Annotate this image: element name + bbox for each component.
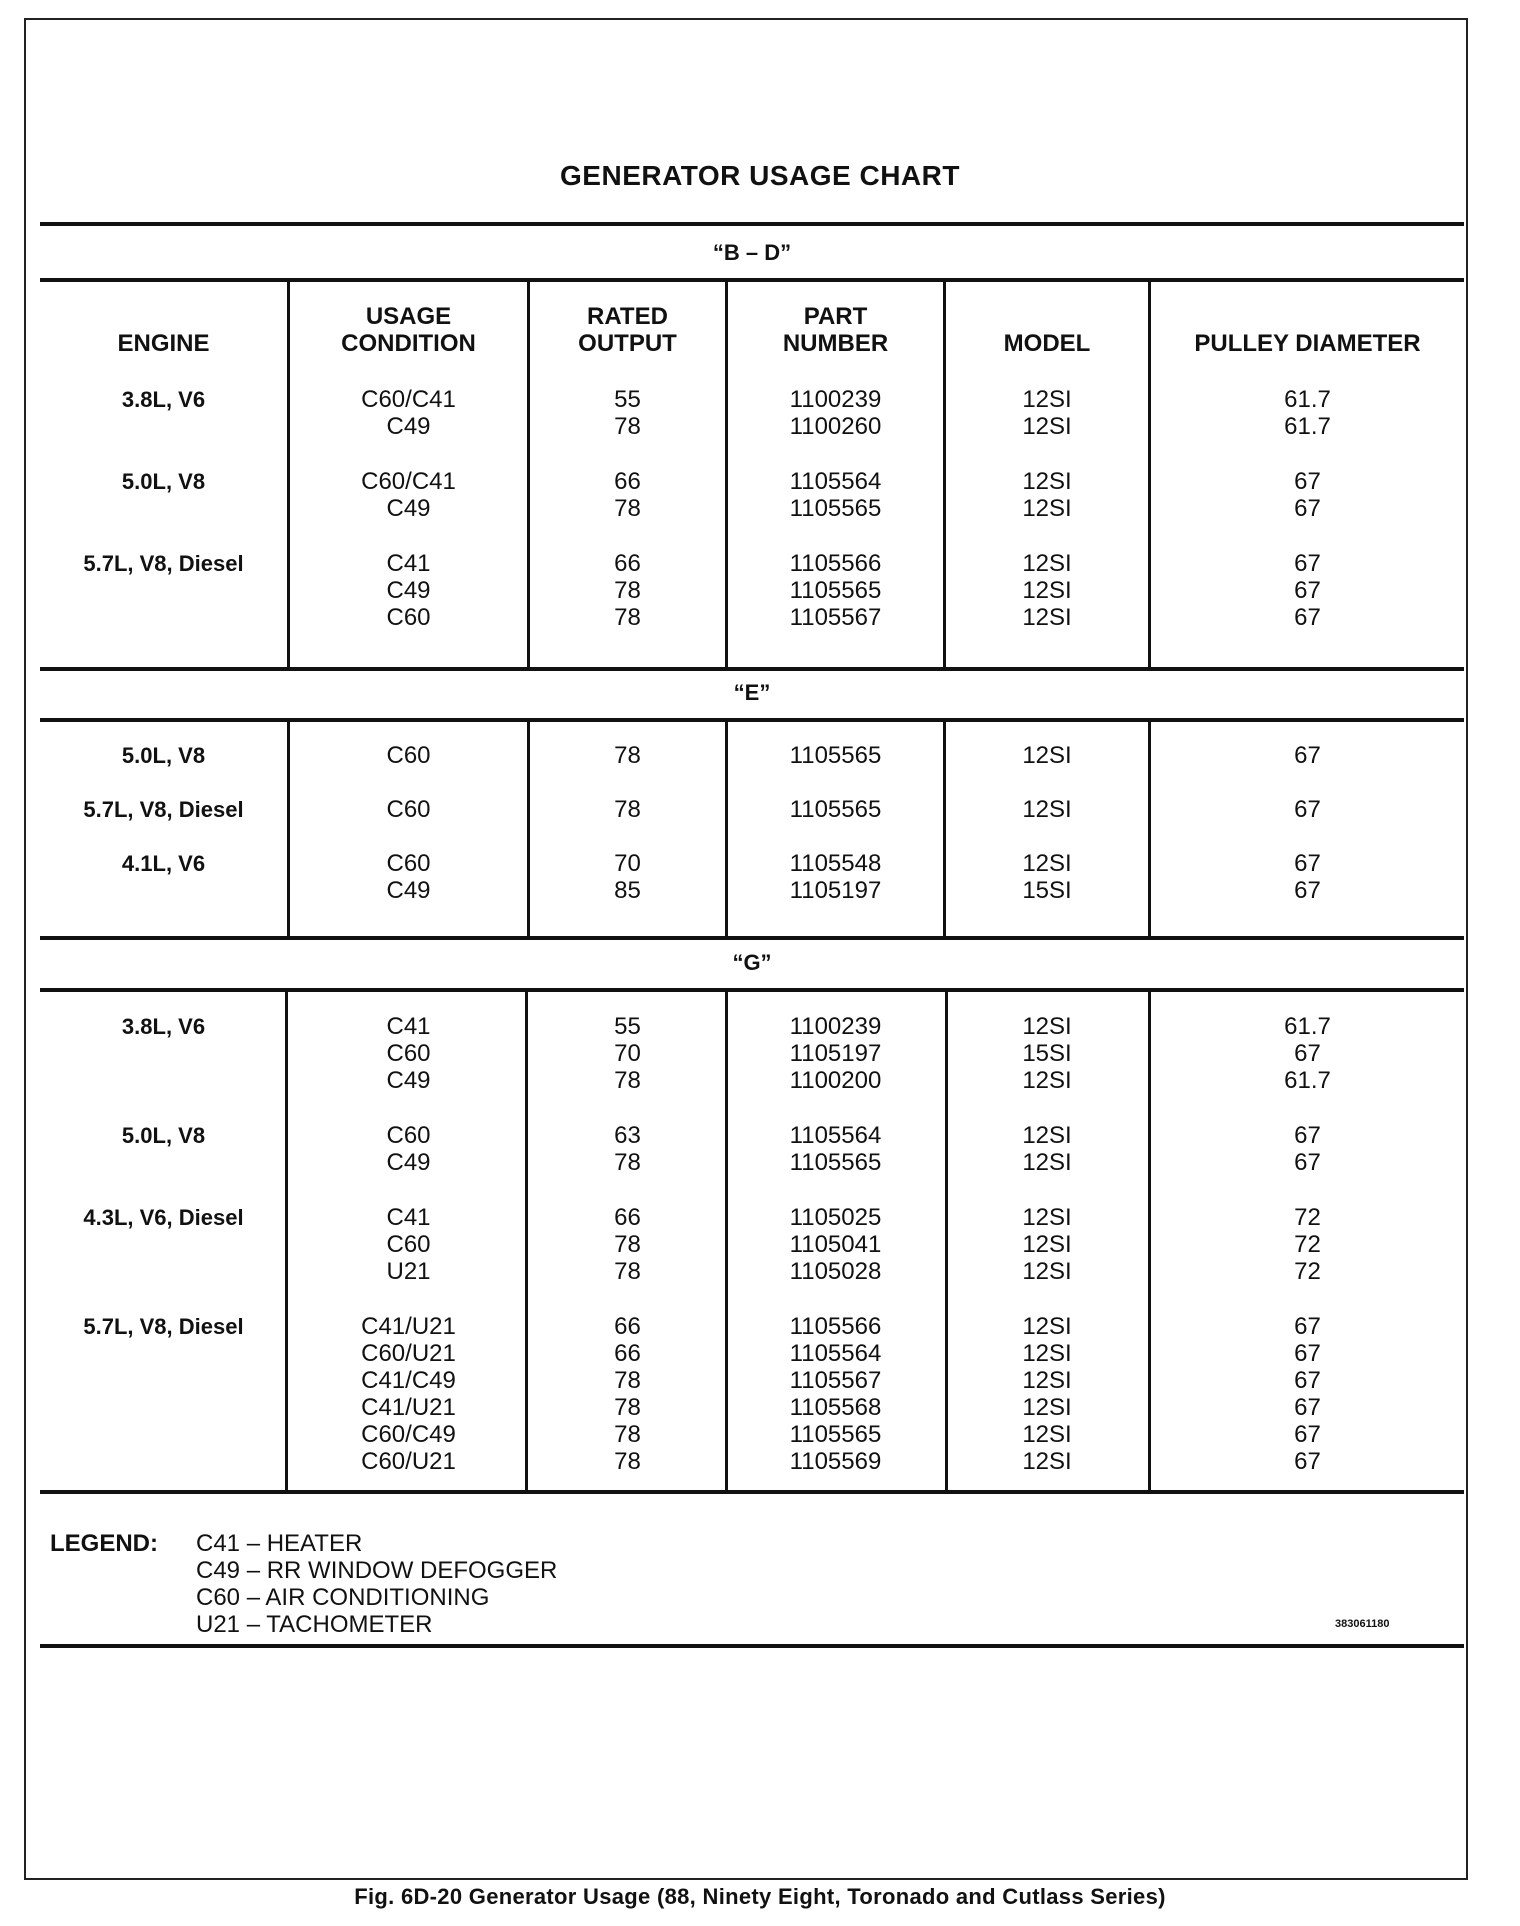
pulley-cell: 67 67 — [1294, 850, 1321, 904]
usage-cell: C60/C41 C49 — [361, 468, 456, 522]
model-cell: 12SI 12SI — [1022, 386, 1072, 440]
rated-cell: 66 78 78 — [614, 550, 641, 631]
part-cell: 1100239 1105197 1100200 — [789, 1013, 882, 1094]
model-cell: 12SI 12SI — [1022, 468, 1072, 522]
pulley-cell: 67 67 67 — [1294, 550, 1321, 631]
figure-code: 383061180 — [1335, 1618, 1390, 1630]
model-cell: 12SI 12SI 12SI 12SI 12SI 12SI — [1022, 1313, 1072, 1475]
header-rated-output: RATED OUTPUT — [578, 303, 677, 357]
pulley-cell: 67 — [1294, 742, 1321, 769]
engine-cell: 4.1L, V6 — [121, 851, 206, 876]
usage-cell: C41 C49 C60 — [386, 550, 431, 631]
engine-cell: 3.8L, V6 — [121, 1014, 206, 1039]
part-cell: 1105565 — [789, 796, 882, 823]
part-cell: 1100239 1100260 — [789, 386, 882, 440]
engine-cell: 5.0L, V8 — [121, 1123, 206, 1148]
model-cell: 12SI 12SI 12SI — [1022, 1204, 1072, 1285]
rated-cell: 66 66 78 78 78 78 — [614, 1313, 641, 1475]
legend-list — [196, 1530, 557, 1638]
rated-cell: 78 — [614, 742, 641, 769]
rule-g-bottom — [40, 988, 1464, 992]
part-cell: 1105566 1105564 1105567 1105568 1105565 1105569 — [789, 1313, 882, 1475]
model-cell: 12SI 15SI 12SI — [1022, 1013, 1072, 1094]
legend-item: C60 – AIR CONDITIONING — [196, 1584, 490, 1611]
legend-item: U21 – TACHOMETER — [196, 1611, 433, 1638]
engine-cell: 5.7L, V8, Diesel — [83, 1314, 244, 1339]
part-cell: 1105025 1105041 1105028 — [789, 1204, 882, 1285]
engine-cell: 3.8L, V6 — [121, 387, 206, 412]
rule-top — [40, 222, 1464, 226]
rule-table-bottom — [40, 1490, 1464, 1494]
section-label-bd: “B – D” — [712, 240, 792, 265]
rated-cell: 66 78 — [614, 468, 641, 522]
legend-item: C49 – RR WINDOW DEFOGGER — [196, 1557, 558, 1584]
rated-cell: 78 — [614, 796, 641, 823]
part-cell: 1105564 1105565 — [789, 468, 882, 522]
part-cell: 1105564 1105565 — [789, 1122, 882, 1176]
pulley-cell: 67 67 — [1294, 468, 1321, 522]
rated-cell: 66 78 78 — [614, 1204, 641, 1285]
engine-cell: 5.0L, V8 — [121, 469, 206, 494]
model-cell: 12SI — [1022, 742, 1072, 769]
header-engine: ENGINE — [117, 330, 210, 357]
col-divider — [285, 992, 288, 1490]
engine-cell: 5.0L, V8 — [121, 743, 206, 768]
usage-cell: C60 — [386, 796, 431, 823]
rated-cell: 55 78 — [614, 386, 641, 440]
model-cell: 12SI 12SI — [1022, 1122, 1072, 1176]
rated-cell: 55 70 78 — [614, 1013, 641, 1094]
header-pulley-diameter: PULLEY DIAMETER — [1194, 330, 1421, 357]
engine-cell: 5.7L, V8, Diesel — [83, 551, 244, 576]
rule-e-bottom — [40, 718, 1464, 722]
engine-cell: 5.7L, V8, Diesel — [83, 797, 244, 822]
chart-title: GENERATOR USAGE CHART — [560, 160, 960, 191]
rule-e-top — [40, 667, 1464, 671]
rule-legend-bottom — [40, 1644, 1464, 1648]
rule-bd-bottom — [40, 278, 1464, 282]
pulley-cell: 61.7 61.7 — [1284, 386, 1331, 440]
pulley-cell: 67 — [1294, 796, 1321, 823]
usage-cell: C60 C49 — [386, 1122, 431, 1176]
section-label-g: “G” — [732, 950, 772, 975]
usage-cell: C60 C49 — [386, 850, 431, 904]
usage-cell: C60 — [386, 742, 431, 769]
legend-title: LEGEND: — [50, 1530, 158, 1557]
pulley-cell: 67 67 67 67 67 67 — [1294, 1313, 1321, 1475]
model-cell: 12SI — [1022, 796, 1072, 823]
model-cell: 12SI 15SI — [1022, 850, 1072, 904]
usage-cell: C41 C60 C49 — [386, 1013, 431, 1094]
pulley-cell: 67 67 — [1294, 1122, 1321, 1176]
rated-cell: 70 85 — [614, 850, 641, 904]
pulley-cell: 72 72 72 — [1294, 1204, 1321, 1285]
engine-cell: 4.3L, V6, Diesel — [83, 1205, 244, 1230]
usage-cell: C41 C60 U21 — [386, 1204, 431, 1285]
usage-cell: C60/C41 C49 — [361, 386, 456, 440]
figure-caption: Fig. 6D-20 Generator Usage (88, Ninety Eight, Toronado and Cutlass Series) — [354, 1884, 1166, 1909]
usage-cell: C41/U21 C60/U21 C41/C49 C41/U21 C60/C49 C60/U21 — [361, 1313, 456, 1475]
pulley-cell: 61.7 67 61.7 — [1284, 1013, 1331, 1094]
part-cell: 1105566 1105565 1105567 — [789, 550, 882, 631]
rule-g-top — [40, 936, 1464, 940]
header-part-number: PART NUMBER — [782, 303, 889, 357]
rated-cell: 63 78 — [614, 1122, 641, 1176]
section-label-e: “E” — [733, 680, 771, 705]
header-model: MODEL — [1003, 330, 1091, 357]
part-cell: 1105548 1105197 — [789, 850, 882, 904]
header-usage-condition: USAGE CONDITION — [341, 303, 476, 357]
model-cell: 12SI 12SI 12SI — [1022, 550, 1072, 631]
legend-item: C41 – HEATER — [196, 1530, 363, 1557]
part-cell: 1105565 — [789, 742, 882, 769]
